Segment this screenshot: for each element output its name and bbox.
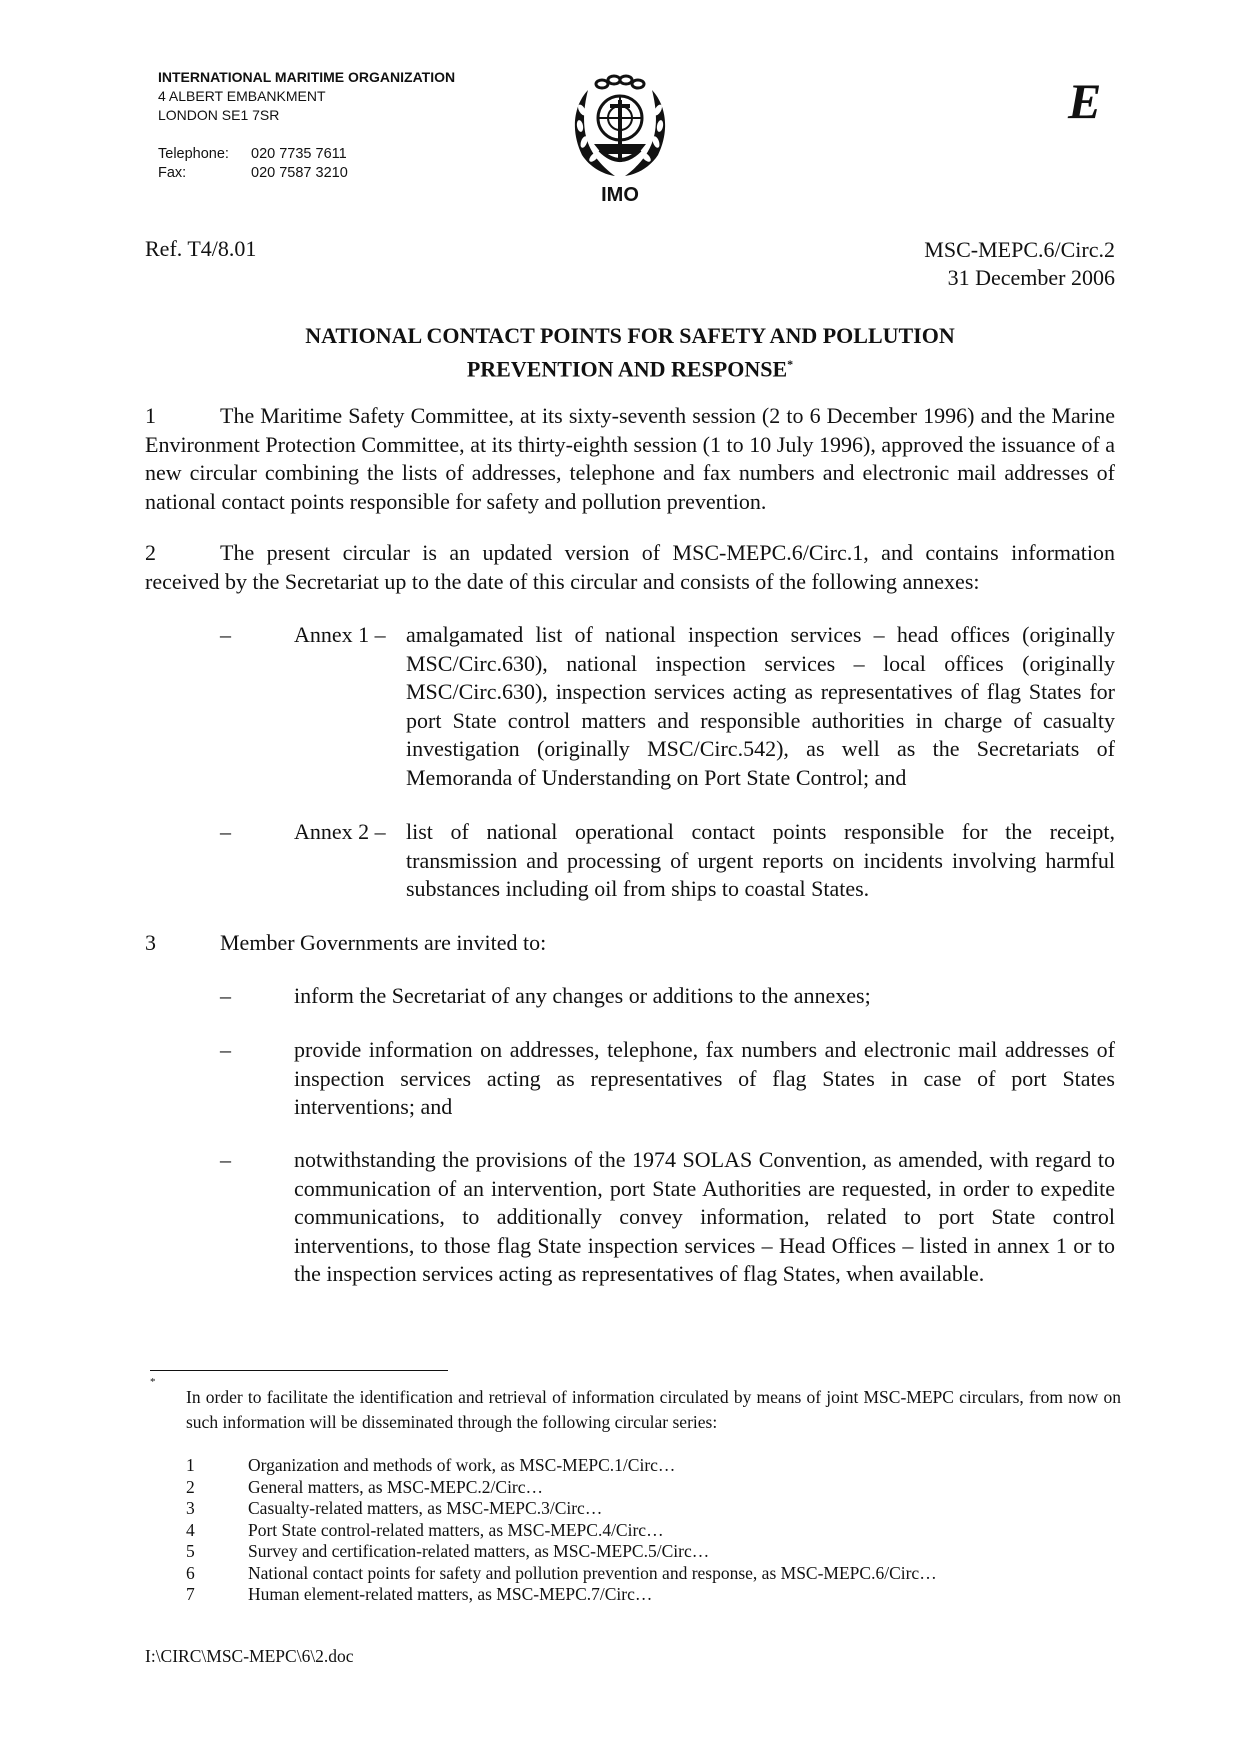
list-item	[186, 1541, 937, 1563]
paragraph-text: The present circular is an updated version of MSC-MEPC.6/Circ.1, and contains information received by the Secretariat up to the date of this circular and consists of the following annexes:	[145, 540, 1115, 594]
list-item	[186, 1584, 937, 1606]
imo-emblem-logo	[560, 70, 680, 180]
contact-block	[158, 145, 348, 183]
imo-logo-text: IMO	[601, 184, 639, 206]
title-line-2: PREVENTION AND RESPONSE	[466, 356, 788, 382]
paragraph-number: 1	[145, 403, 156, 428]
invitation-text: inform the Secretariat of any changes or additions to the annexes;	[294, 983, 871, 1008]
paragraph-3	[145, 929, 1115, 958]
annex-description: list of national operational contact points responsible for the receipt, transmission and processing of urgent reports on incidents involving harmful substances including oil from ships to coastal States.	[406, 819, 1115, 901]
fax-value: 020 7587 3210	[251, 165, 348, 181]
item-text: Human element-related matters, as MSC-MEPC.7/Circ…	[248, 1584, 653, 1604]
telephone-label: Telephone:	[158, 146, 229, 162]
dash-bullet: –	[220, 819, 231, 844]
annex-description: amalgamated list of national inspection services – head offices (originally MSC/Circ.630), national inspection services – local offices (originally MSC/Circ.630), inspection services acting as representatives of flag States for port State control matters and responsible authorities in charge of casualty investigation (originally MSC/Circ.542), as well as the Secretariats of Memoranda of Understanding on Port State Control; and	[406, 622, 1115, 790]
item-text: Port State control-related matters, as MSC-MEPC.4/Circ…	[248, 1519, 664, 1540]
item-text: Organization and methods of work, as MSC-MEPC.1/Circ…	[248, 1455, 676, 1475]
annex-label: Annex 1 –	[294, 622, 386, 647]
document-date: 31 December 2006	[947, 265, 1115, 290]
dash-bullet: –	[220, 622, 231, 647]
reference-number: Ref. T4/8.01	[145, 236, 257, 261]
paragraph-number: 3	[145, 930, 156, 955]
document-title	[145, 322, 1115, 383]
item-number: 5	[186, 1541, 195, 1561]
footnote-mark: *	[150, 1376, 156, 1388]
annex-label: Annex 2 –	[294, 819, 386, 844]
item-number: 3	[186, 1498, 195, 1518]
paragraph-number: 2	[145, 540, 156, 565]
file-path: I:\CIRC\MSC-MEPC\6\2.doc	[145, 1646, 354, 1666]
item-text: National contact points for safety and pollution prevention and response, as MSC-MEPC.6/Circ…	[248, 1562, 937, 1583]
dash-bullet: –	[220, 983, 231, 1008]
dash-bullet: –	[220, 1147, 231, 1172]
org-name: INTERNATIONAL MARITIME ORGANIZATION	[158, 69, 456, 85]
invitation-text: provide information on addresses, telephone, fax numbers and electronic mail addresses of inspection services acting as representatives of flag States in case of port States interventions; and	[294, 1037, 1115, 1119]
paragraph-2	[145, 539, 1115, 596]
paragraph-text: The Maritime Safety Committee, at its sixty-seventh session (2 to 6 December 1996) and the Marine Environment Protection Committee, at its thirty-eighth session (1 to 10 July 1996), approved the issuance of a new circular combining the lists of addresses, telephone and fax numbers and electronic mail addresses of national contact points responsible for safety and pollution prevention.	[145, 403, 1115, 514]
footnote-series-list	[186, 1455, 937, 1606]
footnote-text: In order to facilitate the identification and retrieval of information circulated by means of joint MSC-MEPC circulars, from now on such information will be disseminated through the following circular series:	[186, 1387, 1121, 1432]
address-line-2: LONDON SE1 7SR	[158, 107, 280, 123]
footnote-separator	[150, 1370, 448, 1371]
item-text: Survey and certification-related matters, as MSC-MEPC.5/Circ…	[248, 1541, 710, 1561]
fax-label: Fax:	[158, 165, 187, 181]
item-number: 2	[186, 1476, 195, 1497]
paragraph-1	[145, 402, 1115, 516]
telephone-value: 020 7735 7611	[251, 146, 347, 162]
document-symbol: MSC-MEPC.6/Circ.2	[924, 237, 1115, 262]
dash-bullet: –	[220, 1037, 231, 1062]
list-item	[186, 1520, 937, 1542]
list-item	[186, 1455, 937, 1477]
org-address-block	[158, 68, 455, 125]
item-number: 1	[186, 1455, 195, 1475]
list-item	[186, 1477, 937, 1499]
item-number: 7	[186, 1584, 195, 1604]
list-item	[186, 1563, 937, 1585]
item-number: 6	[186, 1562, 195, 1583]
item-text: Casualty-related matters, as MSC-MEPC.3/Circ…	[248, 1498, 603, 1518]
invitation-text: notwithstanding the provisions of the 1974 SOLAS Convention, as amended, with regard to communication of an intervention, port State Authorities are requested, in order to expedite communications, to additionally convey information, related to port State control interventions, to those flag State inspection services – Head Offices – listed in annex 1 or to the inspection services acting as representatives of flag States, when available.	[294, 1147, 1115, 1286]
address-line-1: 4 ALBERT EMBANKMENT	[158, 88, 326, 104]
item-text: General matters, as MSC-MEPC.2/Circ…	[248, 1476, 544, 1497]
document-symbol-block	[924, 236, 1115, 292]
item-number: 4	[186, 1519, 195, 1540]
title-footnote-mark: *	[787, 357, 794, 371]
paragraph-text: Member Governments are invited to:	[220, 930, 547, 955]
language-code: E	[1068, 73, 1102, 129]
list-item	[186, 1498, 937, 1520]
title-line-1: NATIONAL CONTACT POINTS FOR SAFETY AND POLLUTION	[305, 323, 955, 348]
